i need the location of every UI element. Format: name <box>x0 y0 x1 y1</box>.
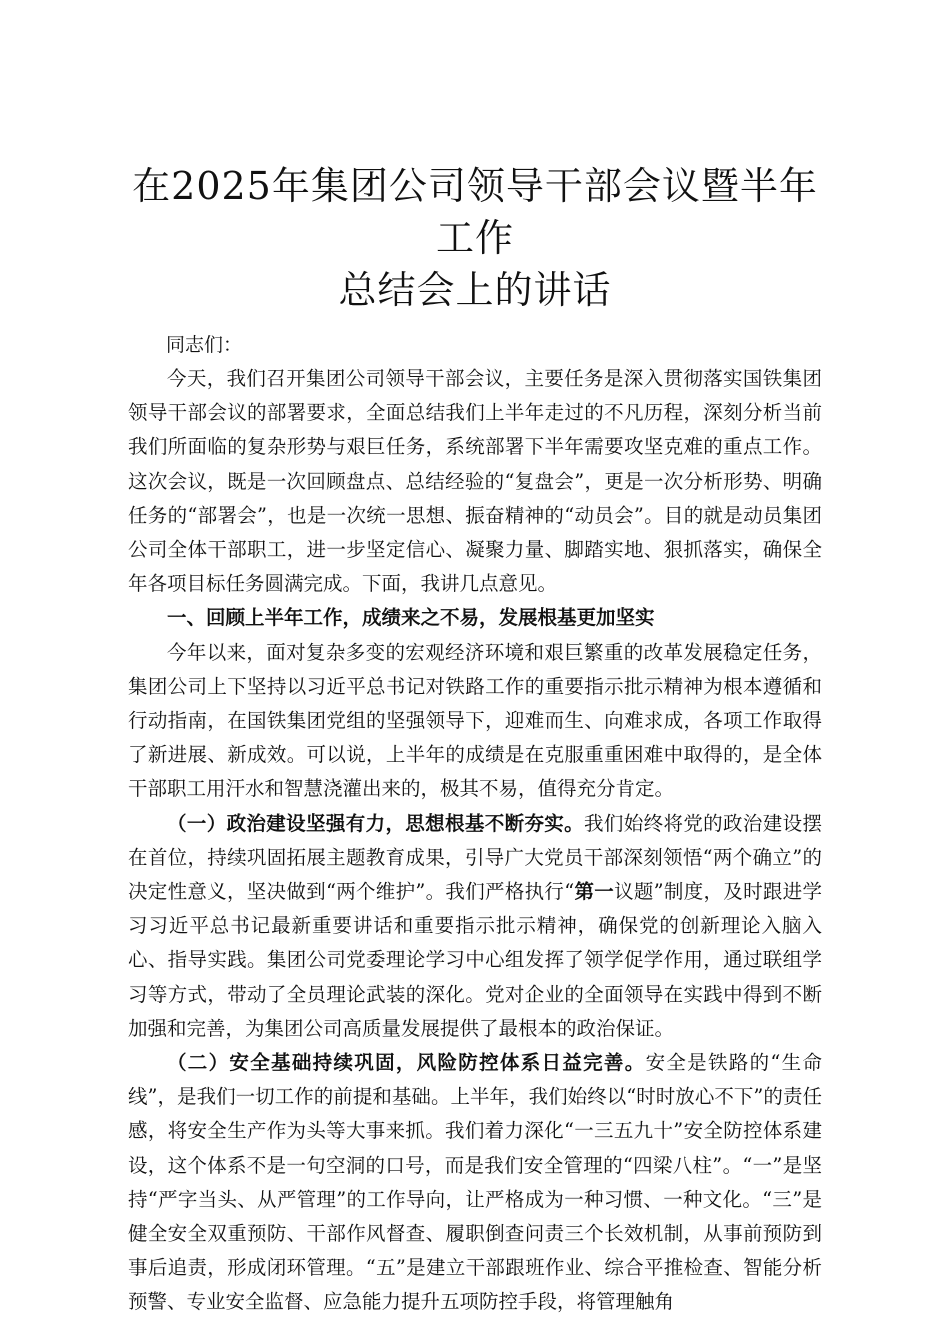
section-heading-1: 一、回顾上半年工作，成绩来之不易，发展根基更加坚实 <box>167 606 655 630</box>
subsection-1-paragraph <box>128 807 822 1046</box>
subsection-2-text: 安全是铁路的“生命线”，是我们一切工作的前提和基础。上半年，我们始终以“时时放心不下”的责任感，将安全生产作为头等大事来抓。我们着力深化“一三五九十”安全防控体系建设，这个体系不是一句空洞的口号，而是我们安全管理的“四梁八柱”。“一”是坚持“严字当头、从严管理”的工作导向，让严格成为一种习惯、一种文化。“三”是健全安全双重预防、干部作风督查、履职倒查问责三个长效机制，从事前预防到事后追责，形成闭环管理。“五”是建立干部跟班作业、综合平推检查、智能分析预警、专业安全监督、应急能力提升五项防控手段，将管理触角 <box>128 1051 822 1314</box>
document-title <box>128 160 822 316</box>
salutation: 同志们： <box>166 334 243 356</box>
section-1-paragraph: 今年以来，面对复杂多变的宏观经济环境和艰巨繁重的改革发展稳定任务，集团公司上下坚持以习近平总书记对铁路工作的重要指示批示精神为根本遵循和行动指南，在国铁集团党组的坚强领导下，迎难而生、向难求成，各项工作取得了新进展、新成效。可以说，上半年的成绩是在克服重重困难中取得的，是全体干部职工用汗水和智慧浇灌出来的，极其不易，值得充分肯定。 <box>128 640 822 801</box>
title-line-1: 在2025年集团公司领导干部会议暨半年工作 <box>132 164 818 260</box>
subsection-2-lead: （二）安全基础持续巩固，风险防控体系日益完善。 <box>167 1051 646 1075</box>
subsection-1-text-a: 我们始终将党的政治建设摆在首位，持续巩固拓展主题教育成果，引导广大党员干部深刻领悟“两个确立”的决定性意义，坚决做到“两个维护”。我们严格执行“ <box>128 811 822 904</box>
subsection-1-lead: （一）政治建设坚强有力，思想根基不断夯实。 <box>167 811 585 835</box>
subsection-2-paragraph <box>128 1046 822 1320</box>
intro-paragraph: 今天，我们召开集团公司领导干部会议，主要任务是深入贯彻落实国铁集团领导干部会议的部署要求，全面总结我们上半年走过的不凡历程，深刻分析当前我们所面临的复杂形势与艰巨任务，系统部署下半年需要攻坚克难的重点工作。这次会议，既是一次回顾盘点、总结经验的“复盘会”，更是一次分析形势、明确任务的“部署会”，也是一次统一思想、振奋精神的“动员会”。目的就是动员集团公司全体干部职工，进一步坚定信心、凝聚力量、脚踏实地、狠抓落实，确保全年各项目标任务圆满完成。下面，我讲几点意见。 <box>128 367 822 596</box>
title-line-2: 总结会上的讲话 <box>338 268 612 312</box>
subsection-1-strong: 第一 <box>574 880 615 904</box>
subsection-1-text-b: 议题”制度，及时跟进学习习近平总书记最新重要讲话和重要指示批示精神，确保党的创新理论入脑入心、指导实践。集团公司党委理论学习中心组发挥了领学促学作用，通过联组学习等方式，带动了全员理论武装的深化。党对企业的全面领导在实践中得到不断加强和完善，为集团公司高质量发展提供了最根本的政治保证。 <box>128 880 822 1040</box>
